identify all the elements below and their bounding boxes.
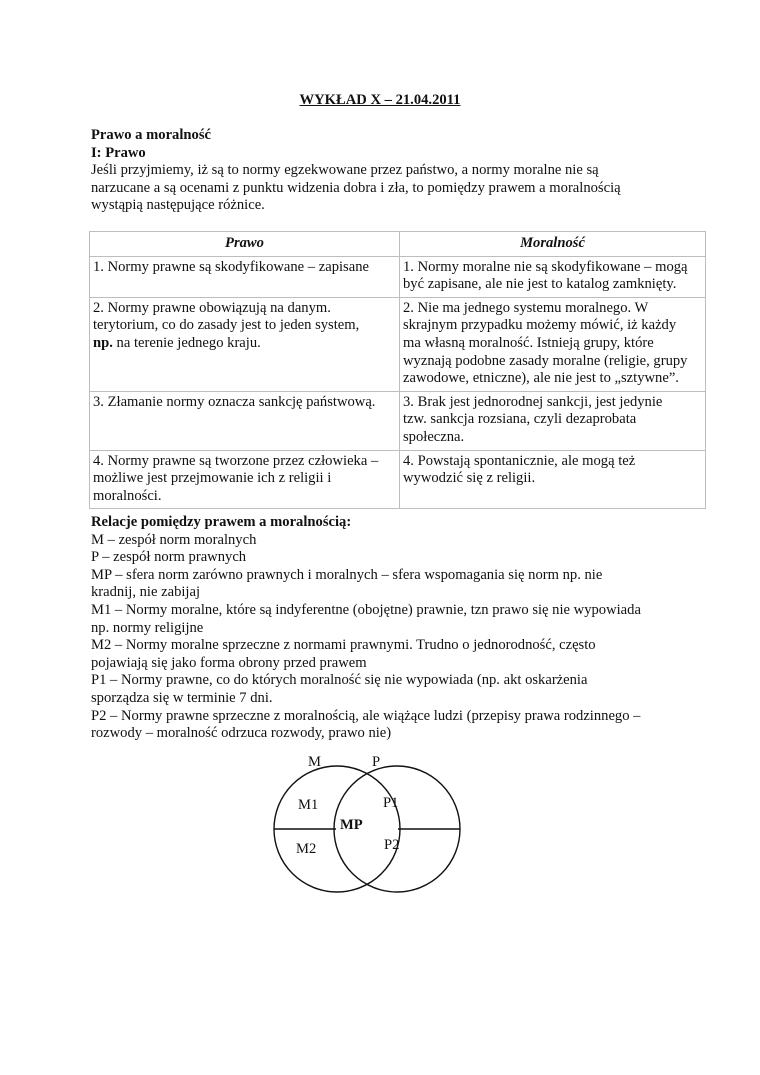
label-p1: P1 [383,795,399,811]
relation-line: rozwody – moralność odrzuca rozwody, prawo nie) [91,725,392,742]
bold-abbrev: np. [93,334,113,351]
cell-line: terytorium, co do zasady jest to jeden system, [93,317,360,334]
cell-line: wyznają podobne zasady moralne (religie, grupy [403,352,688,369]
cell-line: tzw. sankcja rozsiana, czyli dezaprobata [403,411,637,428]
cell-text: na terenie jednego kraju. [112,334,261,351]
table-cell [400,297,706,391]
relation-line: MP – sfera norm zarówno prawnych i moralnych – sfera wspomagania się norm np. nie [91,566,603,583]
table-cell [90,450,400,509]
relation-line: M1 – Normy moralne, które są indyferentne (obojętne) prawnie, tzn prawo się nie wypowiada [91,601,641,618]
table-cell [90,256,400,297]
venn-diagram [262,748,462,898]
relation-line: P2 – Normy prawne sprzeczne z moralnością, ale wiążące ludzi (przepisy prawa rodzinnego – [91,707,641,724]
cell-line [93,335,396,353]
cell-line: 2. Nie ma jednego systemu moralnego. W [403,299,649,316]
header-moralnosc: Moralność [400,232,706,257]
label-m1: M1 [298,797,319,813]
cell-line: społeczna. [403,428,465,445]
cell-line: 4. Powstają spontanicznie, ale mogą też [403,452,636,469]
table-row [90,450,706,509]
cell-line: skrajnym przypadku możemy mówić, iż każdy [403,317,677,334]
relation-line: P – zespół norm prawnych [91,549,247,566]
label-p2: P2 [384,837,400,853]
table-row [90,391,706,450]
relation-line: np. normy religijne [91,619,204,636]
header-prawo: Prawo [90,232,400,257]
cell-line: ma własną moralność. Istnieją grupy, które [403,334,654,351]
label-m: M [308,754,321,770]
table-header-row [90,232,706,257]
label-m2: M2 [296,841,317,857]
table-cell [90,297,400,391]
intro-line-1: Jeśli przyjmiemy, iż są to normy egzekwowane przez państwo, a normy moralne nie są [91,162,599,179]
lecture-title: WYKŁAD X – 21.04.2011 [299,92,461,108]
relation-line: M2 – Normy moralne sprzeczne z normami prawnymi. Trudno o jednorodność, często [91,637,596,654]
cell-line: 1. Normy moralne nie są skodyfikowane – mogą [403,258,688,275]
cell-line: wywodzić się z religii. [403,470,536,487]
cell-line: możliwe jest przejmowanie ich z religii i [93,470,332,487]
cell-line: 3. Złamanie normy oznacza sankcję państwową. [93,393,376,410]
relation-line: sporządza się w terminie 7 dni. [91,689,273,706]
relation-line: kradnij, nie zabijaj [91,584,201,601]
cell-line: 3. Brak jest jednorodnej sankcji, jest jedynie [403,393,663,410]
cell-line: 4. Normy prawne są tworzone przez człowieka – [93,452,379,469]
cell-line: być zapisane, ale nie jest to katalog zamknięty. [403,276,677,293]
cell-line: 2. Normy prawne obowiązują na danym. [93,299,331,316]
cell-line: moralności. [93,487,162,504]
table-row [90,297,706,391]
table-cell [400,256,706,297]
relations-heading: Relacje pomiędzy prawem a moralnością: [91,514,352,530]
intro-line-2: narzucane a są ocenami z punktu widzenia dobra i zła, to pomiędzy prawem a moralnością [91,179,621,196]
intro-line-3: wystąpią następujące różnice. [91,197,265,214]
table-cell [90,391,400,450]
relation-line: pojawiają się jako forma obrony przed prawem [91,654,367,671]
cell-line: zawodowe, etniczne), ale nie jest to „sztywne”. [403,370,679,387]
subsection-title: I: Prawo [91,144,146,161]
relations-section [91,514,711,743]
label-mp: MP [340,817,363,833]
section-heading [91,127,711,215]
relation-line: M – zespół norm moralnych [91,531,257,548]
table-row [90,256,706,297]
table-cell [400,450,706,509]
comparison-table [89,231,706,509]
label-p: P [372,754,381,770]
relation-line: P1 – Normy prawne, co do których moralność się nie wypowiada (np. akt oskarżenia [91,672,588,689]
cell-line: 1. Normy prawne są skodyfikowane – zapisane [93,258,369,275]
table-cell [400,391,706,450]
section-title: Prawo a moralność [91,127,211,143]
